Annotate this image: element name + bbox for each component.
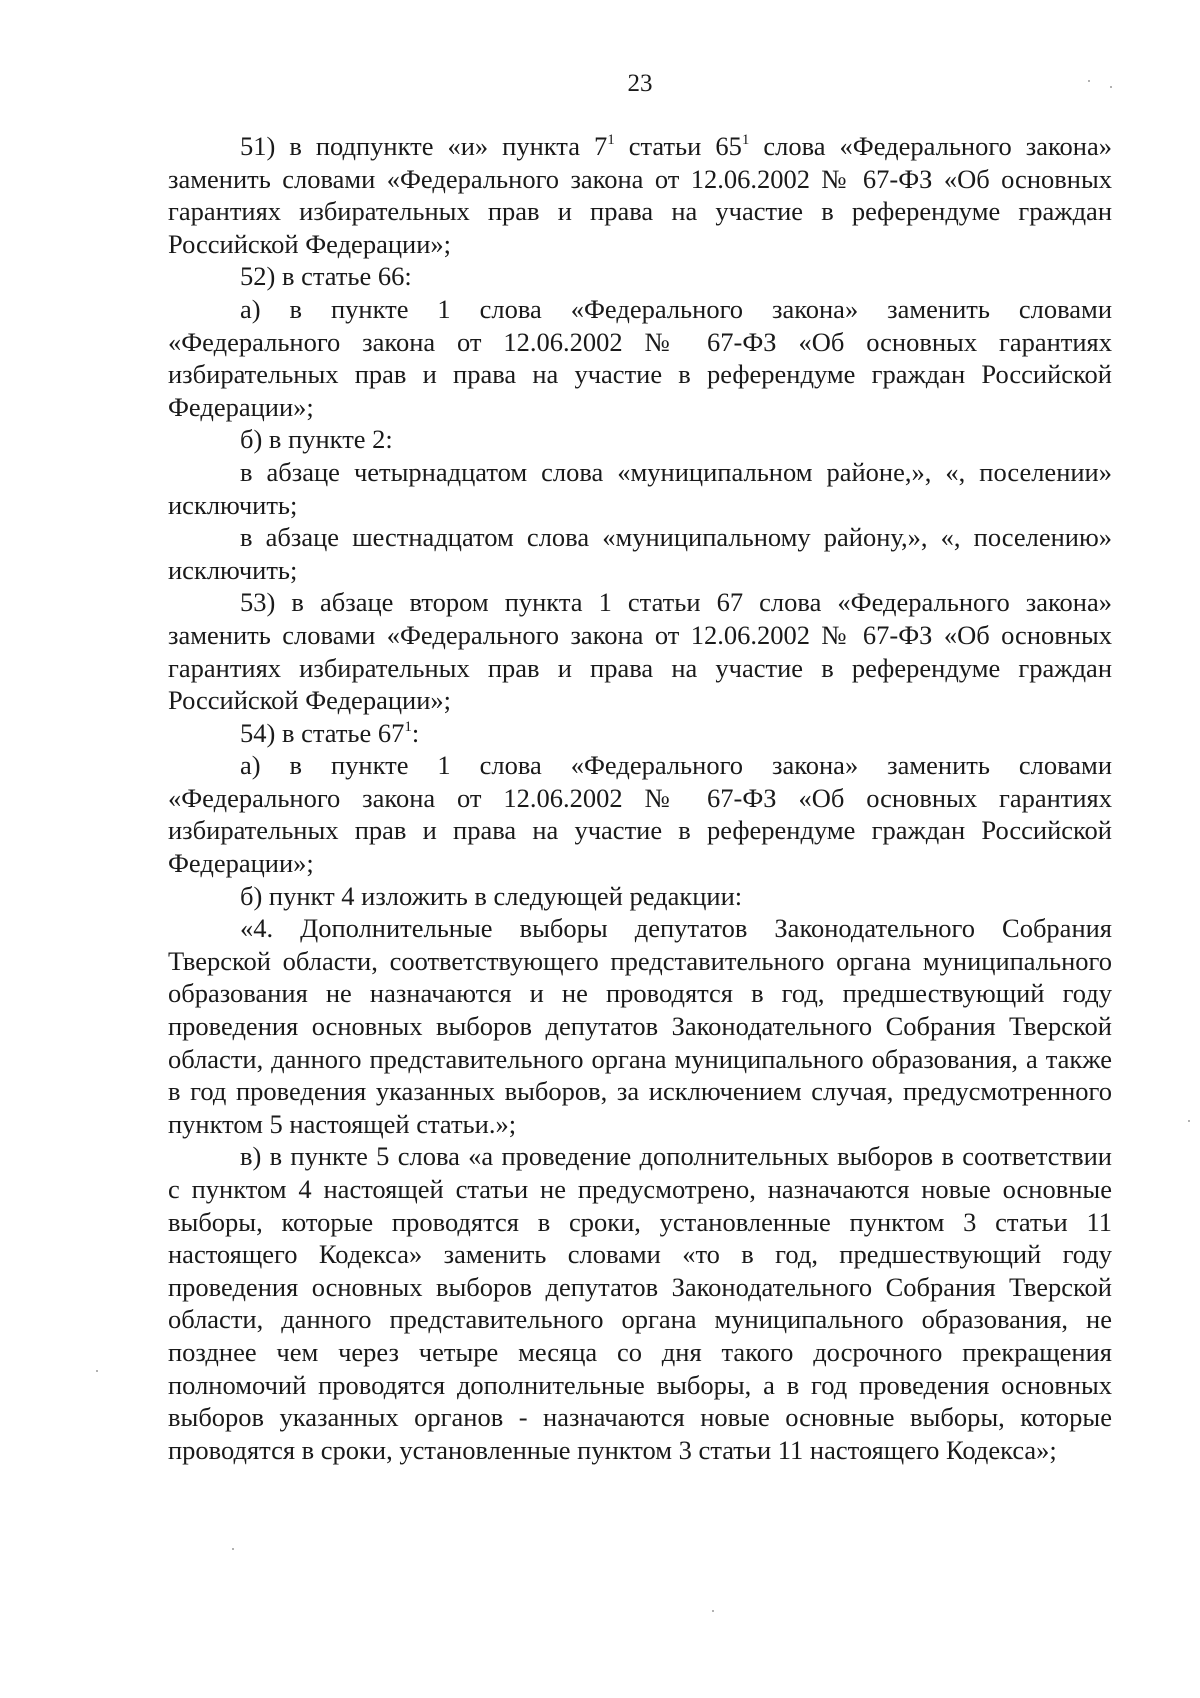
paragraph-52-a: а) в пункте 1 слова «Федерального закона» заменить словами «Федерального закона от 12.06.2002 № 67-ФЗ «Об основных гарантиях избирательных прав и права на участие в референдуме граждан Российской Федерации»; (168, 293, 1112, 422)
scan-speck (1110, 86, 1112, 88)
paragraph-52-b-2: в абзаце шестнадцатом слова «муниципальному району,», «, поселению» исключить; (168, 522, 1112, 585)
scan-speck (1188, 1120, 1190, 1122)
scan-speck (96, 1370, 98, 1372)
paragraph-52-b: б) в пункте 2: (240, 424, 393, 455)
paragraph-52: 52) в статье 66: (240, 261, 412, 292)
superscript-1: 1 (607, 132, 615, 148)
superscript-1: 1 (741, 132, 750, 148)
superscript-1: 1 (404, 718, 412, 735)
page-number: 23 (627, 70, 653, 97)
scan-speck (1088, 80, 1090, 82)
paragraph-53: 53) в абзаце втором пункта 1 статьи 67 слова «Федерального закона» заменить словами «Федерального закона от 12.06.2002 № 67-ФЗ «Об основных гарантиях избирательных прав и права на участие в референдуме граждан Российской Федерации»; (168, 587, 1112, 716)
paragraph-54-b: б) пункт 4 изложить в следующей редакции: (240, 880, 743, 911)
paragraph-52-b-1: в абзаце четырнадцатом слова «муниципальном районе,», «, поселении» исключить; (168, 456, 1112, 520)
scan-speck (232, 1548, 234, 1550)
paragraph-54: 54) в статье $67^1$: (240, 717, 420, 748)
paragraph-54-c: в) в пункте 5 слова «а проведение дополнительных выборов в соответствии с пунктом 4 настоящей статьи не предусмотрено, назначаются новые основные выборы, которые проводятся в сроки, установленные пунктом 3 статьи 11 настоящего Кодекса» заменить словами «то в год, предшествующий году проведения основных выборов депутатов Законодательного Собрания Тверской области, данного представительного органа муниципального образования, не позднее чем через четыре месяца со дня такого досрочного прекращения полномочий проводятся дополнительные выборы, а в год проведения основных выборов указанных органов - назначаются новые основные выборы, которые проводятся в сроки, установленные пунктом 3 статьи 11 настоящего Кодекса»; (168, 1141, 1112, 1465)
document-body (168, 130, 1112, 1466)
paragraph-51: 51) в подпункте «и» пункта $7^1$ статьи $65^1$ слова «Федерального закона» заменить словами «Федерального закона от 12.06.2002 № 67-ФЗ «Об основных гарантиях избирательных прав и права на участие в референдуме граждан Российской Федерации»; (168, 131, 1113, 259)
paragraph-54-b-quote: «4. Дополнительные выборы депутатов Законодательного Собрания Тверской области, соответствующего представительного органа муниципального образования не назначаются и не проводятся в год, предшествующий году проведения основных выборов депутатов Законодательного Собрания Тверской области, данного представительного органа муниципального образования, а также в год проведения указанных выборов, за исключением случая, предусмотренного пунктом 5 настоящей статьи.»; (168, 913, 1112, 1139)
scan-speck (712, 1610, 714, 1612)
paragraph-54-a: а) в пункте 1 слова «Федерального закона» заменить словами «Федерального закона от 12.06.2002 № 67-ФЗ «Об основных гарантиях избирательных прав и права на участие в референдуме граждан Российской Федерации»; (168, 750, 1112, 879)
